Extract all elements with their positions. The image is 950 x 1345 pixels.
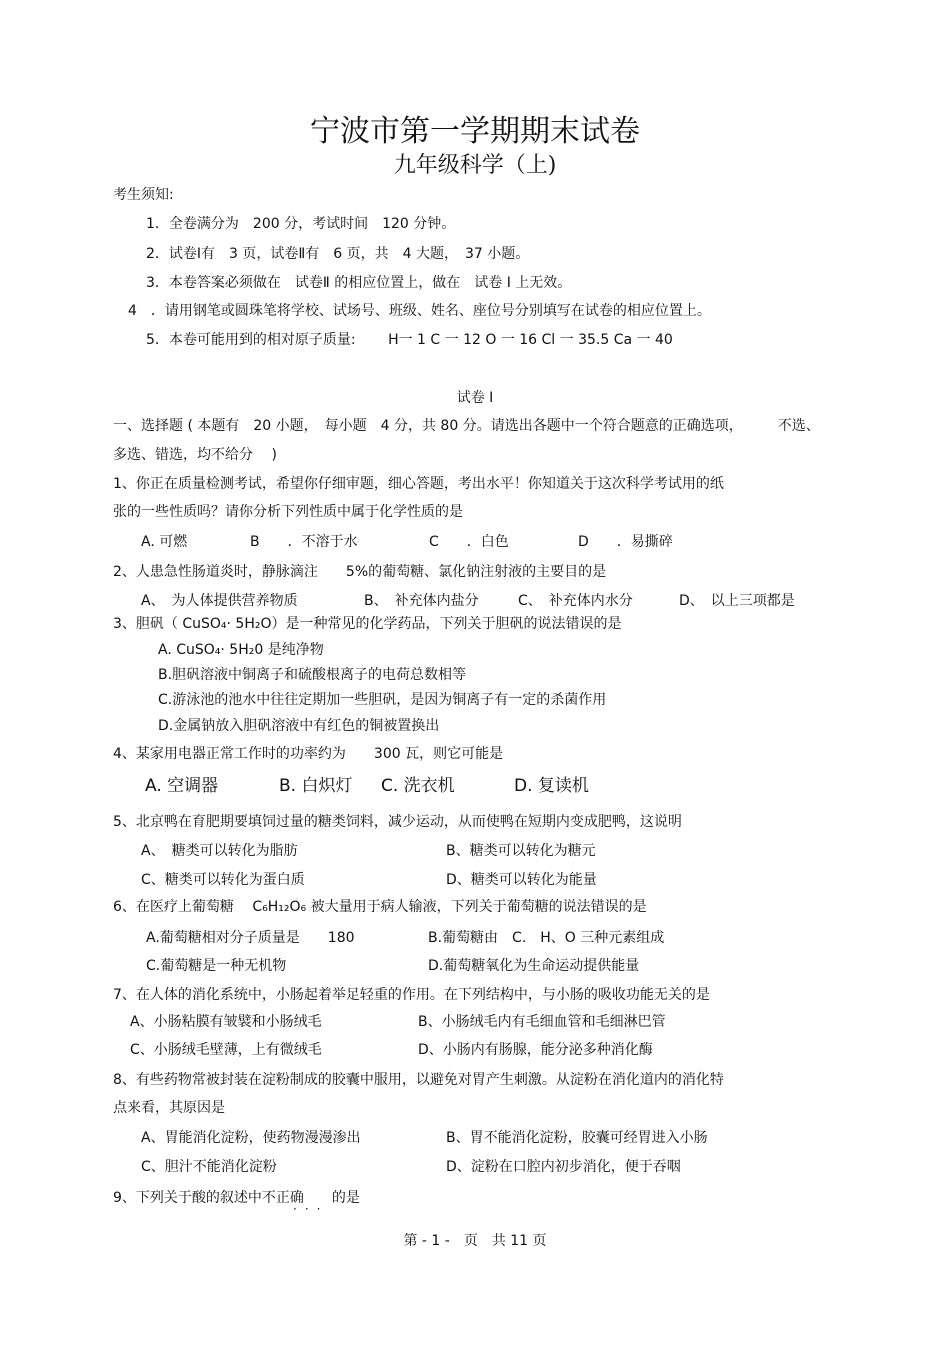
page-footer: 第 - 1 - 页 共 11 页	[403, 1233, 547, 1249]
notice-item-2: 2．试卷Ⅰ有 3 页，试卷Ⅱ有 6 页，共 4 大题， 37 小题。	[146, 246, 530, 262]
notice-item-3: 3．本卷答案必须做在 试卷Ⅱ 的相应位置上，做在 试卷 Ⅰ 上无效。	[146, 275, 572, 291]
question-3-stem: 3、胆矾（ CuSO₄· 5H₂O）是一种常见的化学药品，下列关于胆矾的说法错误的是	[113, 616, 622, 632]
question-5-option-a: A、 糖类可以转化为脂肪	[141, 843, 298, 859]
question-4-option-a: A. 空调器	[145, 776, 219, 796]
question-8-option-d: D、淀粉在口腔内初步消化，便于吞咽	[446, 1159, 681, 1175]
question-1-line-2: 张的一些性质吗？请你分析下列性质中属于化学性质的是	[113, 504, 463, 520]
emphasis-dots: ···	[293, 1202, 329, 1216]
exam-subtitle: 九年级科学（上)	[393, 153, 557, 178]
question-3-option-b: B.胆矾溶液中铜离子和硫酸根离子的电荷总数相等	[158, 667, 467, 683]
question-4-stem: 4、某家用电器正常工作时的功率约为 300 瓦，则它可能是	[113, 746, 504, 762]
question-8-option-a: A、胃能消化淀粉，使药物漫漫渗出	[141, 1130, 361, 1146]
question-6-option-c: C.葡萄糖是一种无机物	[146, 958, 287, 974]
question-5-stem: 5、北京鸭在育肥期要填饲过量的糖类饲料，减少运动，从而使鸭在短期内变成肥鸭，这说明	[113, 814, 682, 830]
question-2-option-b: B、 补充体内盐分	[364, 593, 479, 609]
section-instructions-line-2: 多选、错选，均不给分 )	[113, 447, 277, 463]
question-2-option-a: A、 为人体提供营养物质	[141, 593, 298, 609]
question-5-option-d: D、糖类可以转化为能量	[446, 872, 597, 888]
paper-1-heading: 试卷 Ⅰ	[456, 390, 494, 406]
question-1-option-d: D ．易撕碎	[578, 534, 673, 550]
question-5-option-b: B、糖类可以转化为糖元	[446, 843, 596, 859]
section-instructions-line-1: 一、选择题 ( 本题有 20 小题， 每小题 4 分，共 80 分。请选出各题中一个符合题意的正确选项， 不选、	[113, 418, 820, 434]
question-1-line-1: 1、你正在质量检测考试，希望你仔细审题，细心答题，考出水平！你知道关于这次科学考试用的纸	[113, 476, 724, 492]
question-3-option-a: A. CuSO₄· 5H₂0 是纯净物	[158, 642, 324, 658]
question-9-stem: 9、下列关于酸的叙述中不正确 的是	[113, 1190, 360, 1206]
question-1-option-a: A. 可燃	[141, 534, 188, 550]
question-7-option-c: C、小肠绒毛壁薄，上有微绒毛	[130, 1042, 322, 1058]
question-2-stem: 2、人患急性肠道炎时，静脉滴注 5%的葡萄糖、氯化钠注射液的主要目的是	[113, 564, 607, 580]
question-7-option-d: D、小肠内有肠腺，能分泌多种消化酶	[418, 1042, 653, 1058]
question-1-option-b: B ．不溶于水	[250, 534, 358, 550]
question-1-option-c: C ．白色	[429, 534, 509, 550]
question-6-stem: 6、在医疗上葡萄糖 C₆H₁₂O₆ 被大量用于病人输液，下列关于葡萄糖的说法错误的是	[113, 899, 647, 915]
question-3-option-c: C.游泳池的池水中往往定期加一些胆矾，是因为铜离子有一定的杀菌作用	[158, 692, 607, 708]
notice-item-1: 1．全卷满分为 200 分，考试时间 120 分钟。	[146, 216, 456, 232]
question-5-option-c: C、糖类可以转化为蛋白质	[141, 872, 305, 888]
question-7-option-a: A、小肠粘膜有皱襞和小肠绒毛	[130, 1014, 322, 1030]
notice-heading: 考生须知:	[113, 187, 174, 203]
notice-item-5: 5．本卷可能用到的相对原子质量: H一 1 C 一 12 O 一 16 Cl 一 35.5 Ca 一 40	[146, 332, 673, 348]
question-8-option-c: C、胆汁不能消化淀粉	[141, 1159, 277, 1175]
notice-item-4: 4 ．请用钢笔或圆珠笔将学校、试场号、班级、姓名、座位号分别填写在试卷的相应位置上。	[128, 303, 711, 319]
question-2-option-c: C、 补充体内水分	[518, 593, 633, 609]
question-6-option-a: A.葡萄糖相对分子质量是 180	[146, 930, 355, 946]
question-6-option-b: B.葡萄糖由 C. H、O 三种元素组成	[428, 930, 665, 946]
question-7-stem: 7、在人体的消化系统中，小肠起着举足轻重的作用。在下列结构中，与小肠的吸收功能无关的是	[113, 987, 710, 1003]
question-2-option-d: D、 以上三项都是	[679, 593, 795, 609]
question-4-option-c: C. 洗衣机	[381, 776, 455, 796]
question-4-option-b: B. 白炽灯	[279, 776, 353, 796]
question-7-option-b: B、小肠绒毛内有毛细血管和毛细淋巴管	[418, 1014, 666, 1030]
question-8-option-b: B、胃不能消化淀粉，胶囊可经胃进入小肠	[446, 1130, 708, 1146]
exam-title: 宁波市第一学期期末试卷	[310, 114, 640, 149]
question-3-option-d: D.金属钠放入胆矾溶液中有红色的铜被置换出	[158, 718, 440, 734]
question-8-line-2: 点来看，其原因是	[113, 1100, 225, 1116]
question-6-option-d: D.葡萄糖氧化为生命运动提供能量	[428, 958, 640, 974]
question-8-line-1: 8、有些药物常被封装在淀粉制成的胶囊中服用，以避免对胃产生刺激。从淀粉在消化道内的消化特	[113, 1072, 724, 1088]
question-4-option-d: D. 复读机	[514, 776, 589, 796]
